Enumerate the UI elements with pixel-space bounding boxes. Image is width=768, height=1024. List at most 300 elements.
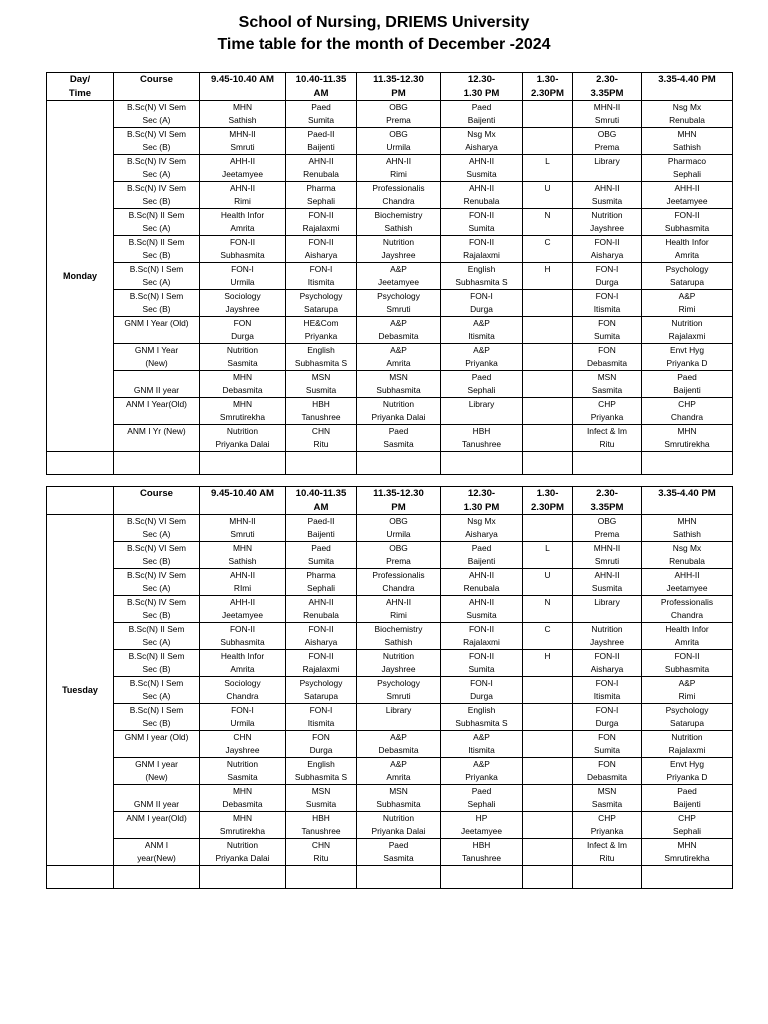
class-cell: [573, 596, 642, 623]
cell-line: GNM II year: [133, 799, 180, 809]
time-slot-header: [523, 73, 573, 101]
cell-line: Subhasmita S: [294, 358, 348, 368]
cell-line: Course: [139, 74, 174, 85]
cell-line: MHN-II: [229, 129, 256, 139]
cell-line: Aisharya: [304, 637, 338, 647]
class-cell: [286, 596, 357, 623]
class-cell: [200, 785, 286, 812]
cell-line: Ritu: [599, 439, 615, 449]
cell-line: Amrita: [230, 223, 255, 233]
cell-line: Aisharya: [465, 529, 498, 539]
empty-cell: [47, 452, 114, 475]
cell-line: MHN: [232, 372, 253, 382]
empty-cell: [47, 866, 114, 889]
cell-line: Subhasmita: [376, 799, 421, 809]
cell-line: Subhasmita S: [294, 772, 348, 782]
cell-line: Sec (A): [142, 637, 171, 647]
cell-line: Smrutirekha: [664, 439, 710, 449]
cell-line: [524, 398, 571, 411]
class-cell: [286, 731, 357, 758]
cell-line: Paed: [471, 786, 492, 796]
cell-line: MHN: [232, 786, 253, 796]
cell-line: FON: [312, 732, 330, 742]
cell-line: FON-I: [595, 291, 619, 301]
cell-line: Health Infor: [665, 237, 709, 247]
class-cell: [357, 371, 441, 398]
cell-line: Subhasmita: [664, 223, 710, 233]
cell-line: [524, 317, 571, 330]
cell-line: Chandra: [670, 412, 704, 422]
class-cell: [642, 731, 733, 758]
class-cell: [286, 677, 357, 704]
class-cell: [200, 209, 286, 236]
class-cell: [441, 101, 523, 128]
cell-line: FON: [598, 732, 616, 742]
class-cell: [286, 101, 357, 128]
cell-line: Sasmita: [227, 358, 258, 368]
class-cell: [441, 677, 523, 704]
class-cell: [357, 704, 441, 731]
time-slot-header: [286, 73, 357, 101]
class-cell: [357, 569, 441, 596]
table-row: [47, 182, 733, 209]
cell-line: L: [545, 543, 550, 553]
cell-line: PM: [391, 87, 406, 99]
cell-line: Paed: [471, 372, 492, 382]
time-slot-header: [642, 487, 733, 515]
cell-line: AHN-II: [385, 156, 412, 166]
table-row: [47, 623, 733, 650]
course-cell: [114, 236, 200, 263]
class-cell: [573, 425, 642, 452]
class-cell: [441, 155, 523, 182]
monday-timetable: [46, 72, 733, 475]
class-cell: [200, 263, 286, 290]
class-cell: [200, 650, 286, 677]
cell-line: Rajalaxmi: [668, 745, 706, 755]
class-cell: [642, 236, 733, 263]
class-cell: [200, 704, 286, 731]
cell-line: 10.40-11.35: [295, 74, 347, 85]
table-row: [47, 263, 733, 290]
empty-cell: [200, 452, 286, 475]
table-row: [47, 290, 733, 317]
cell-line: Sec (B): [142, 196, 171, 206]
cell-line: Baijenti: [467, 556, 496, 566]
table-row: [47, 371, 733, 398]
cell-line: [524, 812, 571, 825]
cell-line: 10.40-11.35: [295, 488, 347, 499]
course-cell: [114, 731, 200, 758]
cell-line: Rimi: [234, 196, 251, 206]
cell-line: Nutrition: [382, 399, 415, 409]
cell-line: ANM I: [144, 840, 169, 850]
class-cell: [441, 542, 523, 569]
cell-line: Psychology: [377, 678, 420, 688]
cell-line: B.Sc(N) IV Sem: [126, 597, 187, 607]
cell-line: OBG: [389, 516, 408, 526]
class-cell: [573, 812, 642, 839]
cell-line: Sumita: [468, 664, 495, 674]
cell-line: MSN: [311, 372, 331, 382]
lunch-cell: [523, 704, 573, 731]
class-cell: [573, 785, 642, 812]
class-cell: [286, 758, 357, 785]
class-cell: [200, 155, 286, 182]
cell-line: Rajalaxmi: [463, 250, 500, 260]
class-cell: [286, 650, 357, 677]
class-cell: [357, 290, 441, 317]
cell-line: Priyanka Dalai: [215, 853, 270, 863]
cell-line: CHP: [678, 813, 696, 823]
class-cell: [642, 101, 733, 128]
class-cell: [642, 425, 733, 452]
cell-line: 1.30-: [536, 488, 559, 499]
cell-line: MHN-II: [593, 102, 621, 112]
cell-line: Priyanka: [590, 826, 624, 836]
cell-line: 11.35-12.30: [373, 74, 424, 85]
cell-line: English: [467, 264, 496, 274]
cell-line: Sephali: [467, 385, 496, 395]
cell-line: FON-I: [595, 678, 619, 688]
cell-line: Rimi: [390, 169, 407, 179]
cell-line: A&P: [390, 318, 407, 328]
time-slot-header: [200, 487, 286, 515]
cell-line: Professionalis: [660, 597, 714, 607]
cell-line: FON-II: [308, 624, 334, 634]
course-cell: [114, 704, 200, 731]
cell-line: B.Sc(N) IV Sem: [126, 156, 187, 166]
class-cell: [573, 569, 642, 596]
cell-line: Chandra: [382, 196, 415, 206]
cell-line: Tanushree: [461, 853, 502, 863]
cell-line: Sec (A): [142, 529, 171, 539]
course-cell: [114, 812, 200, 839]
class-cell: [286, 569, 357, 596]
lunch-cell: [523, 128, 573, 155]
cell-line: Smruti: [386, 304, 411, 314]
class-cell: [357, 128, 441, 155]
cell-line: Smruti: [386, 691, 411, 701]
class-cell: [642, 155, 733, 182]
cell-line: OBG: [597, 129, 617, 139]
class-cell: [441, 290, 523, 317]
cell-line: 2.30-: [596, 488, 618, 499]
empty-cell: [286, 866, 357, 889]
class-cell: [441, 812, 523, 839]
cell-line: FON-II: [308, 210, 334, 220]
table-row: [47, 758, 733, 785]
cell-line: 3.35PM: [590, 501, 624, 513]
cell-line: Sociology: [224, 291, 261, 301]
cell-line: C: [544, 624, 551, 634]
cell-line: Prema: [594, 142, 620, 152]
cell-line: FON-II: [308, 651, 334, 661]
cell-line: [524, 677, 571, 690]
cell-line: Subhasmita: [220, 250, 265, 260]
cell-line: AHN-II: [594, 183, 620, 193]
cell-line: MHN: [677, 426, 697, 436]
cell-line: MHN: [677, 840, 697, 850]
cell-line: Susmita: [591, 196, 623, 206]
cell-line: Sathish: [673, 529, 701, 539]
empty-cell: [642, 866, 733, 889]
class-cell: [286, 398, 357, 425]
cell-line: [524, 758, 571, 771]
day-time-header: [47, 487, 114, 515]
class-cell: [200, 623, 286, 650]
cell-line: Psychology: [299, 291, 343, 301]
cell-line: Priyanka: [590, 412, 624, 422]
cell-line: Jeetamyee: [222, 610, 263, 620]
cell-line: FON-I: [231, 264, 254, 274]
cell-line: Renubala: [303, 610, 339, 620]
class-cell: [286, 344, 357, 371]
class-cell: [200, 101, 286, 128]
class-cell: [357, 425, 441, 452]
class-cell: [642, 317, 733, 344]
cell-line: Smrutirekha: [219, 412, 266, 422]
cell-line: Urmila: [386, 142, 411, 152]
class-cell: [441, 596, 523, 623]
class-cell: [642, 515, 733, 542]
cell-line: Priyanka Dalai: [215, 439, 270, 449]
blank-row: [47, 452, 733, 475]
cell-line: Nutrition: [226, 840, 259, 850]
cell-line: Itismita: [468, 745, 495, 755]
cell-line: AHN-II: [468, 156, 495, 166]
cell-line: Ritu: [313, 439, 329, 449]
class-cell: [642, 290, 733, 317]
cell-line: Paed-II: [307, 516, 335, 526]
cell-line: AHN-II: [308, 156, 334, 166]
class-cell: [573, 542, 642, 569]
cell-line: Nutrition: [382, 651, 415, 661]
table-row: [47, 731, 733, 758]
cell-line: Urmila: [230, 718, 255, 728]
cell-line: Paed: [388, 840, 409, 850]
class-cell: [642, 182, 733, 209]
cell-line: A&P: [473, 732, 490, 742]
table-row: [47, 596, 733, 623]
lunch-cell: [523, 785, 573, 812]
cell-line: MHN: [232, 102, 253, 112]
lunch-cell: [523, 344, 573, 371]
cell-line: B.Sc(N) IV Sem: [126, 570, 187, 580]
cell-line: Urmila: [386, 529, 411, 539]
cell-line: Library: [594, 156, 620, 166]
cell-line: [524, 101, 571, 114]
cell-line: Chandra: [226, 691, 259, 701]
cell-line: Sec (B): [142, 664, 171, 674]
cell-line: OBG: [597, 516, 617, 526]
time-slot-header: [200, 73, 286, 101]
class-cell: [573, 290, 642, 317]
cell-line: [524, 371, 571, 384]
class-cell: [441, 839, 523, 866]
class-cell: [573, 650, 642, 677]
cell-line: Jayshree: [381, 250, 416, 260]
cell-line: Tanushree: [301, 826, 341, 836]
course-cell: [114, 371, 200, 398]
class-cell: [200, 758, 286, 785]
cell-line: Rimi: [390, 610, 407, 620]
cell-line: Itismita: [307, 277, 335, 287]
cell-line: OBG: [389, 543, 408, 553]
cell-line: FON-II: [674, 651, 700, 661]
time-slot-header: [357, 487, 441, 515]
cell-line: MSN: [597, 372, 617, 382]
class-cell: [441, 236, 523, 263]
cell-line: [524, 290, 571, 303]
cell-line: AHH-II: [674, 570, 700, 580]
course-cell: [114, 758, 200, 785]
cell-line: A&P: [473, 318, 490, 328]
cell-line: Sumita: [307, 115, 335, 125]
class-cell: [357, 182, 441, 209]
cell-line: Baijenti: [673, 799, 701, 809]
cell-line: Chandra: [382, 583, 415, 593]
class-cell: [200, 839, 286, 866]
cell-line: [524, 128, 571, 141]
table-row: [47, 317, 733, 344]
table-row: [47, 704, 733, 731]
cell-line: AHN-II: [468, 597, 495, 607]
cell-line: FON-I: [470, 678, 493, 688]
cell-line: Debasmita: [222, 385, 263, 395]
table-row: [47, 209, 733, 236]
class-cell: [200, 344, 286, 371]
cell-line: ANM I year(Old): [126, 813, 187, 823]
cell-line: B.Sc(N) I Sem: [129, 705, 184, 715]
lunch-cell: [523, 758, 573, 785]
empty-cell: [114, 866, 200, 889]
class-cell: [200, 812, 286, 839]
cell-line: Library: [594, 597, 620, 607]
cell-line: Sephali: [673, 826, 701, 836]
cell-line: Susmita: [466, 610, 497, 620]
cell-line: MHN-II: [229, 516, 256, 526]
cell-line: Aisharya: [465, 142, 498, 152]
cell-line: N: [544, 210, 551, 220]
lunch-cell: [523, 677, 573, 704]
class-cell: [573, 155, 642, 182]
cell-line: Jayshree: [225, 745, 260, 755]
cell-line: GNM I Year (Old): [124, 318, 189, 328]
cell-line: B.Sc(N) I Sem: [129, 678, 184, 688]
cell-line: HBH: [312, 813, 330, 823]
table-row: [47, 569, 733, 596]
class-cell: [642, 812, 733, 839]
class-cell: [441, 623, 523, 650]
cell-line: 3.35PM: [590, 87, 624, 99]
cell-line: Smruti: [230, 529, 255, 539]
class-cell: [573, 677, 642, 704]
cell-line: [524, 731, 571, 744]
cell-line: Urmila: [230, 277, 255, 287]
cell-line: AHN-II: [594, 570, 620, 580]
empty-cell: [441, 866, 523, 889]
cell-line: Rimi: [678, 691, 696, 701]
cell-line: Jeetamyee: [461, 826, 502, 836]
cell-line: [524, 425, 571, 438]
cell-line: Health Infor: [220, 210, 265, 220]
cell-line: HP: [475, 813, 488, 823]
cell-line: Nutrition: [382, 237, 415, 247]
cell-line: Priyanka D: [666, 358, 708, 368]
cell-line: Sathish: [384, 223, 413, 233]
cell-line: Psychology: [299, 678, 343, 688]
class-cell: [286, 236, 357, 263]
class-cell: [642, 785, 733, 812]
table-row: [47, 515, 733, 542]
cell-line: Sec (B): [142, 610, 171, 620]
cell-line: Rajalaxmi: [302, 664, 340, 674]
cell-line: C: [544, 237, 551, 247]
cell-line: Priyanka Dalai: [371, 826, 426, 836]
course-cell: [114, 425, 200, 452]
cell-line: AM: [313, 87, 329, 99]
table-row: [47, 812, 733, 839]
class-cell: [200, 317, 286, 344]
class-cell: [286, 182, 357, 209]
class-cell: [441, 569, 523, 596]
cell-line: Subhasmita: [376, 385, 421, 395]
cell-line: 2.30PM: [530, 87, 565, 99]
cell-line: B.Sc(N) VI Sem: [126, 102, 187, 112]
lunch-cell: [523, 317, 573, 344]
course-cell: [114, 623, 200, 650]
cell-line: AHH-II: [229, 156, 256, 166]
cell-line: Durga: [309, 745, 333, 755]
cell-line: AHN-II: [229, 570, 256, 580]
cell-line: A&P: [678, 291, 696, 301]
cell-line: Subhasmita S: [455, 718, 508, 728]
class-cell: [200, 371, 286, 398]
cell-line: Nutrition: [226, 345, 259, 355]
cell-line: Paed: [471, 102, 492, 112]
class-cell: [357, 839, 441, 866]
class-cell: [573, 344, 642, 371]
cell-line: FON: [233, 318, 252, 328]
cell-line: HBH: [472, 840, 491, 850]
cell-line: Priyanka Dalai: [371, 412, 426, 422]
lunch-cell: [523, 425, 573, 452]
cell-line: [115, 371, 198, 384]
cell-line: Aisharya: [590, 250, 624, 260]
time-slot-header: [642, 73, 733, 101]
cell-line: Psychology: [665, 705, 709, 715]
cell-line: Pharma: [306, 570, 336, 580]
cell-line: Tanushree: [301, 412, 341, 422]
cell-line: 2.30PM: [530, 501, 565, 513]
cell-line: Biochemistry: [374, 624, 423, 634]
cell-line: FON-II: [229, 624, 256, 634]
cell-line: MHN: [677, 129, 697, 139]
cell-line: ANM I Yr (New): [127, 426, 186, 436]
course-header: [114, 73, 200, 101]
cell-line: year(New): [137, 853, 176, 863]
page-title: School of Nursing, DRIEMS University: [238, 14, 530, 31]
lunch-cell: [523, 839, 573, 866]
class-cell: [357, 758, 441, 785]
cell-line: A&P: [678, 678, 696, 688]
table-row: [47, 650, 733, 677]
cell-line: FON-II: [594, 237, 620, 247]
cell-line: Paed: [471, 543, 492, 553]
class-cell: [642, 398, 733, 425]
cell-line: 1.30 PM: [463, 87, 500, 99]
